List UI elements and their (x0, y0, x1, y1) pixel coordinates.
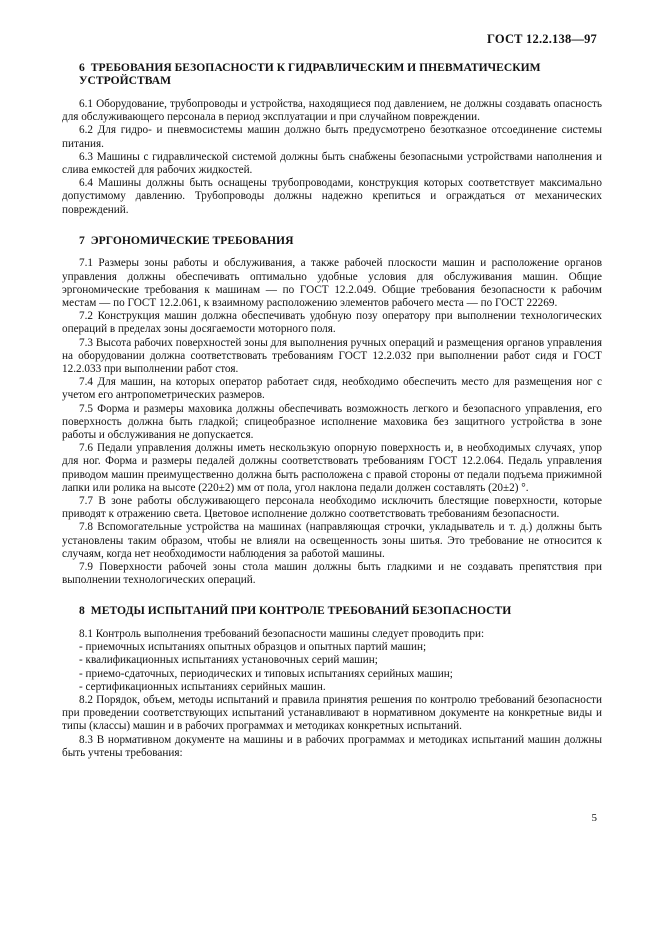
paragraph-8-3: 8.3 В нормативном документе на машины и в рабочих программах и методиках испытаний машин должны быть учтены требования: (62, 733, 602, 759)
paragraph-6-2: 6.2 Для гидро- и пневмосистемы машин должно быть предусмотрено безотказное отсоединение системы питания. (62, 124, 602, 150)
paragraph-7-7: 7.7 В зоне работы обслуживающего персонала необходимо исключить блестящие поверхности, которые приводят к отражению света. Цветовое исполнение должно соответствовать требованиям безопасности. (62, 494, 602, 521)
paragraph-6-4: 6.4 Машины должны быть оснащены трубопроводами, конструкция которых соответствует максимально допустимому давлению. Трубопроводы должны надежно крепиться и ограждаться от механических повреждений. (62, 177, 602, 216)
list-item: - приемочных испытаниях опытных образцов и опытных партий машин; (79, 641, 427, 654)
list-item: - квалификационных испытаниях установочных серий машин; (79, 654, 378, 667)
paragraph-7-6: 7.6 Педали управления должны иметь нескользкую опорную поверхность и, в необходимых случаях, упор для ног. Форма и размеры педалей должны соответствовать требованиям ГОСТ 12.2.064. Педаль управления приводом машин преимущественно должна быть расположена с правой стороны от педали подъема прижимной лапки или ролика на высоте (220±2) мм от пола, угол наклона педали должен составлять (20±2) °. (62, 442, 602, 494)
paragraph-7-2: 7.2 Конструкция машин должна обеспечивать удобную позу оператору при выполнении технологических операций в пределах зоны досягаемости моторного поля. (62, 310, 602, 336)
paragraph-7-9: 7.9 Поверхности рабочей зоны стола машин должны быть гладкими и не создавать препятствия при выполнении технологических операций. (62, 561, 602, 587)
paragraph-7-1: 7.1 Размеры зоны работы и обслуживания, а также рабочей плоскости машин и расположение органов управления должны обеспечивать оптимально удобные условия для обслуживания машин. Общие эргономические требования к машинам — по ГОСТ 12.2.049. Общие требования безопасности к рабочим местам — по ГОСТ 12.2.061, к взаимному расположению элементов рабочего места — по ГОСТ 22269. (62, 257, 602, 309)
section-8-title: МЕТОДЫ ИСПЫТАНИЙ ПРИ КОНТРОЛЕ ТРЕБОВАНИЙ БЕЗОПАСНОСТИ (90, 604, 512, 618)
page-header-standard-code: ГОСТ 12.2.138—97 (487, 32, 597, 46)
paragraph-6-1: 6.1 Оборудование, трубопроводы и устройства, находящиеся под давлением, не должны создавать опасность для обслуживающего персонала в период эксплуатации и при случайном повреждении. (62, 98, 602, 124)
section-7-heading (62, 235, 602, 248)
list-item: - сертификационных испытаниях серийных машин. (79, 680, 326, 693)
section-8-number: 8 (79, 604, 85, 618)
page-content (62, 62, 602, 760)
paragraph-7-5: 7.5 Форма и размеры маховика должны обеспечивать возможность легкого и безопасного управления, его поверхность должна быть гладкой; спицеобразное исполнение маховика без защитного устройства в зоне работы и обслуживания не допускается. (62, 402, 602, 441)
section-8-heading (62, 605, 602, 618)
paragraph-7-3: 7.3 Высота рабочих поверхностей зоны для выполнения ручных операций и размещения органов управления на оборудовании должна соответствовать требованиям ГОСТ 12.2.032 при выполнении работ сидя и ГОСТ 12.2.033 при выполнении работ стоя. (62, 336, 602, 375)
paragraph-8-1: 8.1 Контроль выполнения требований безопасности машины следует проводить при: (79, 627, 485, 640)
paragraph-7-8: 7.8 Вспомогательные устройства на машинах (направляющая строчки, укладыватель и т. д.) должны быть установлены таким образом, чтобы не влияли на освещенность зоны шитья. Это требование не относится к случаям, когда нет необходимости наблюдения за работой машины. (62, 521, 602, 560)
section-6-number: 6 (79, 61, 85, 74)
section-7-number: 7 (79, 233, 85, 247)
paragraph-7-4: 7.4 Для машин, на которых оператор работает сидя, необходимо обеспечить место для размещения ног с учетом его антропометрических размеров. (62, 376, 602, 402)
section-6-heading (62, 62, 602, 87)
section-7-title: ЭРГОНОМИЧЕСКИЕ ТРЕБОВАНИЯ (90, 233, 294, 247)
section-6-title: ТРЕБОВАНИЯ БЕЗОПАСНОСТИ К ГИДРАВЛИЧЕСКИМ И ПНЕВМАТИЧЕСКИМ УСТРОЙСТВАМ (79, 61, 541, 87)
paragraph-6-3: 6.3 Машины с гидравлической системой должны быть снабжены безопасными устройствами наполнения и слива емкостей для рабочих жидкостей. (62, 150, 602, 177)
list-item: - приемо-сдаточных, периодических и типовых испытаниях серийных машин; (79, 667, 453, 680)
page-number: 5 (591, 812, 597, 824)
paragraph-8-2: 8.2 Порядок, объем, методы испытаний и правила принятия решения по контролю требований безопасности при проведении соответствующих испытаний устанавливают в нормативном документе на конкретные виды и типы (классы) машин и в рабочих программах и методиках конкретных испытаний. (62, 693, 602, 733)
